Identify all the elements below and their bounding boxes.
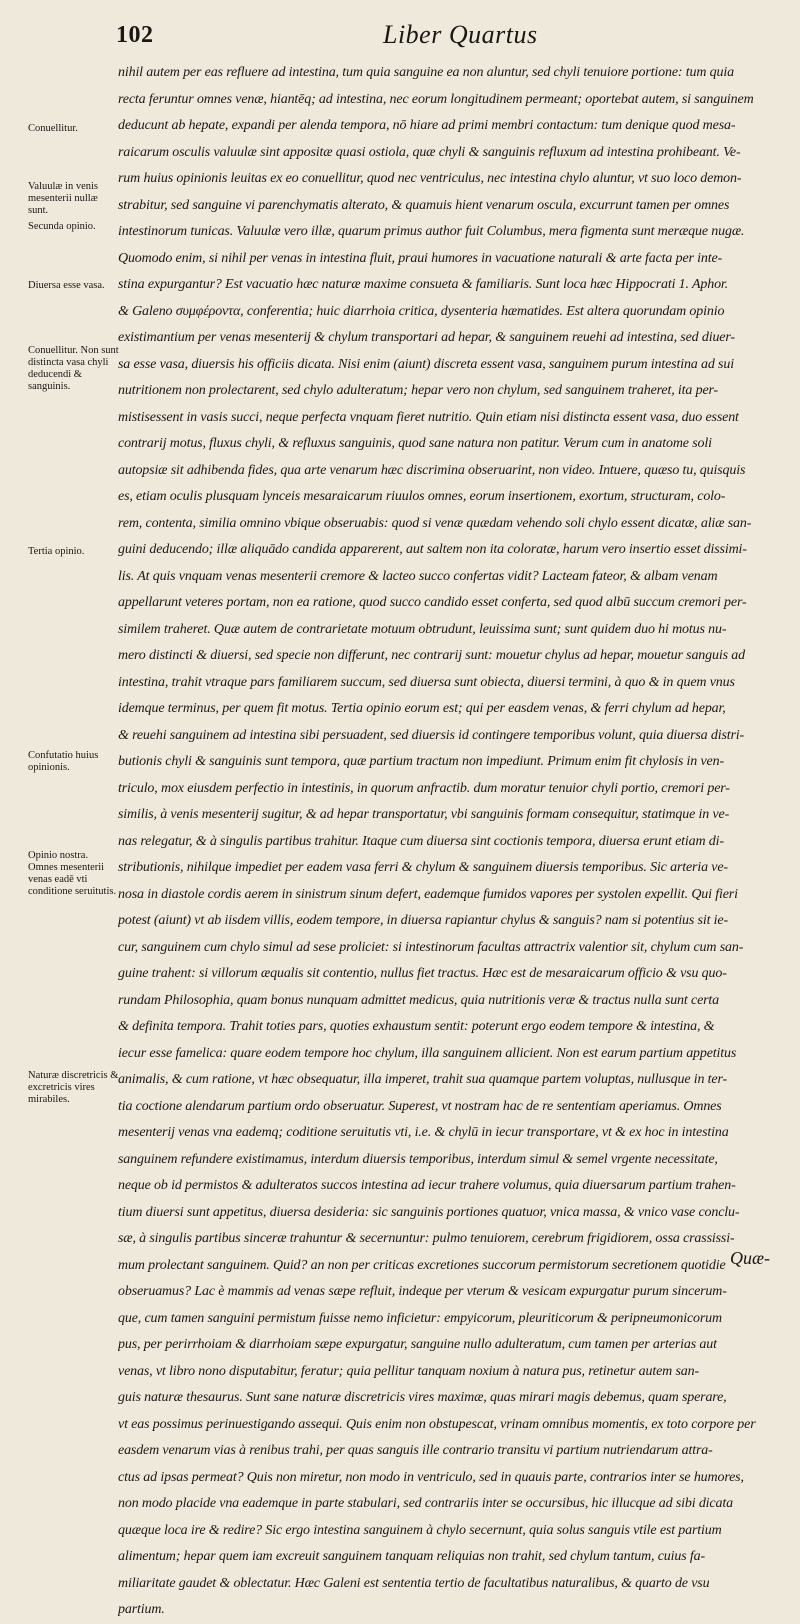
text-line: butionis chyli & sanguinis sunt tempora, quæ partium tractum non impediunt. Primum enim fit chylosis in ven-: [118, 754, 724, 769]
margin-note: Secunda opinio.: [28, 221, 96, 232]
text-line: animalis, & cum ratione, vt hæc obsequatur, illa imperet, trahit sua quamque partem voluptas, nullusque in ter-: [118, 1072, 728, 1087]
text-line: & reuehi sanguinem ad intestina sibi persuadent, sed diuersis id contingere temporibus volunt, quia diuersa distri-: [118, 727, 745, 743]
margin-note: Tertia opinio.: [28, 546, 85, 557]
text-line: neque ob id permistos & adulteratos succos intestina ad iecur trahere volumus, quia diuersarum partium trahen-: [118, 1178, 736, 1193]
text-line: sanguinem refundere existimamus, interdum diuersis temporibus, interdum simul & semel vrgente necessitate,: [118, 1151, 718, 1167]
text-line: nutritionem non prolectarent, sed chylo adulteratum; hepar vero non chylum, sed sanguinem traheret, ita per-: [118, 383, 719, 398]
text-line: raicarum osculis valuulæ sint appositæ quasi ostiola, quæ chyli & sanguinis refluxum ad intestina prohibeant. Ve-: [118, 144, 741, 160]
text-line: mesenterij venas vna eademq; coditione seruitutis vti, i.e. & chylū in iecur transportare, vt & ex hoc in intestina: [118, 1125, 729, 1140]
text-line: iecur esse famelica: quare eodem tempore hoc chylum, illa sanguinem allicient. Non est earum partium appetitus: [118, 1045, 737, 1061]
text-line: alimentum; hepar quem iam excreuit sanguinem tanquam reliquias non trahit, sed chylum tantum, cuius fa-: [118, 1549, 705, 1564]
text-line: intestinorum tunicas. Valuulæ vero illæ, quarum primus author fuit Columbus, mera figmenta sunt meræque nugæ.: [118, 224, 745, 239]
text-line: & definita tempora. Trahit toties pars, quoties exhaustum sentit: poterunt ergo eodem tempore & intestina, &: [118, 1019, 715, 1034]
text-line: obseruamus? Lac è mammis ad venas sæpe refluit, indeque per vterum & vesicam expurgatur purum sincerum-: [118, 1284, 727, 1299]
margin-note: Diuersa esse vasa.: [28, 280, 105, 291]
margin-note: Conuellitur. Non sunt distincta vasa chyli deducendi & sanguinis.: [28, 345, 119, 392]
text-line: pus, per perirrhoiam & diarrhoiam sæpe expurgatur, sanguine nullo adulteratum, cum tamen per arterias aut: [118, 1337, 717, 1352]
text-line: nas relegatur, & à singulis partibus trahitur. Itaque cum diuersa sint coctionis tempora, diuersa erunt etiam di-: [118, 833, 724, 849]
text-line: es, etiam oculis plusquam lynceis mesaraicarum riuulos omnes, eorum insertionem, exortum, structuram, colo-: [118, 489, 726, 504]
text-line: existimantium per venas mesenterij & chylum transportari ad hepar, & sanguinem reuehi ad intestina, sed diuer-: [118, 330, 735, 345]
text-line: Quomodo enim, si nihil per venas in intestina fluit, praui humores in vacuatione naturali & arte facta per inte-: [118, 250, 723, 266]
body-text: [118, 60, 788, 1624]
text-line: stributionis, nihilque impediet per eadem vasa ferri & chylum & sanguinem diuersis temporibus. Sic arteria ve-: [118, 860, 728, 875]
text-line: recta feruntur omnes venæ, hiantēq; ad intestina, nec eorum longitudinem permeant; oportebat autem, si sanguinem: [118, 91, 754, 107]
text-line: triculo, mox eiusdem perfectio in intestinis, in quorum anfractib. dum moratur tenuior chyli portio, cremori per-: [118, 780, 730, 796]
text-line: nihil autem per eas refluere ad intestina, tum quia sanguine ea non aluntur, sed chyli tenuiore portione: tum quia: [118, 65, 734, 80]
text-line: venas, vt libro nono disputabitur, feratur; quia pellitur tanquam noxium à natura pus, retinetur autem san-: [118, 1363, 700, 1379]
text-line: strabitur, sed sanguine vi parenchymatis alterato, & quamuis hient venarum oscula, excurrunt tamen per omnes: [118, 197, 730, 213]
text-line: potest (aiunt) vt ab iisdem villis, eodem tempore, in diuersa rapiantur chylus & sanguis? nam si potentius sit ie-: [118, 913, 728, 928]
text-line: quæque loca ire & redire? Sic ergo intestina sanguinem à chylo secernunt, quia solus sanguis vtile est partium: [118, 1522, 722, 1538]
text-line: vt eas possimus perinuestigando assequi. Quis enim non obstupescat, vrinam omnibus momentis, ex toto corpore per: [118, 1416, 756, 1432]
text-line: appellarunt veteres portam, non ea ratione, quod succo candido esset conferta, sed quod albū succum cremori per-: [118, 595, 747, 610]
text-line: non modo placide vna eademque in parte stabulari, sed contrariis inter se occursibus, hic illucque ad sibi dicata: [118, 1496, 733, 1511]
text-line: deducunt ab hepate, expandi per alenda tempora, nō hiare ad primi membri contactum: tum denique quod mesa-: [118, 118, 736, 133]
text-line: idemque terminus, per quem fit motus. Tertia opinio eorum est; qui per easdem venas, & ferri chylum ad hepar,: [118, 701, 726, 716]
text-line: easdem venarum vias à renibus trahi, per quas sanguis ille contrario transitu vi partium nutriendarum attra-: [118, 1443, 713, 1458]
text-line: rundam Philosophia, quam bonus nunquam admittet medicus, quia nutritionis veræ & tractus nulla sunt certa: [118, 992, 720, 1008]
text-line: autopsiæ sit adhibenda fides, qua arte venarum hæc discrimina obseruarint, non video. Intuere, quæso tu, quisquis: [118, 462, 746, 478]
text-line: stina expurgantur? Est vacuatio hæc naturæ maxime consueta & familiaris. Sunt loca hæc Hippocrati 1. Aphor.: [118, 277, 729, 292]
text-line: lis. At quis vnquam venas mesenterii cremore & lacteo succo confertas vidit? Lacteam fateor, & albam venam: [118, 568, 718, 584]
margin-note: Conuellitur.: [28, 123, 78, 134]
text-line: nosa in diastole cordis aerem in sinistrum sinum defert, eademque fumidos vapores per systolen expellit. Qui fieri: [118, 886, 738, 902]
text-line: intestina, trahit vtraque pars familiarem succum, sed diuersa sunt obiecta, diuersi termini, à quo & in quem vnus: [118, 674, 735, 690]
catchword: Quæ-: [730, 1248, 770, 1268]
text-line: & Galeno συμφέροντα, conferentia; huic diarrhoia critica, dysenteria hæmatides. Est altera quorundam opinio: [118, 303, 725, 319]
text-line: tia coctione alendarum partium ordo obseruatur. Superest, vt nostram hac de re sententiam aperiamus. Omnes: [118, 1098, 722, 1114]
text-line: guis naturæ thesaurus. Sunt sane naturæ discretricis vires maximæ, quas mirari magis debemus, quam sperare,: [118, 1390, 727, 1405]
margin-note: Confutatio huius opinionis.: [28, 750, 99, 773]
text-line: rum huius opinionis leuitas ex eo conuellitur, quod nec ventriculus, nec intestina chylo aluntur, vt suo loco demon-: [118, 171, 742, 186]
text-line: rem, contenta, similia omnino vbique obseruabis: quod si venæ quædam vehendo soli chylo essent dicatæ, aliæ san-: [118, 515, 752, 531]
text-line: ctus ad ipsas permeat? Quis non miretur, non modo in ventriculo, sed in quauis parte, contrarios inter se humores,: [118, 1469, 744, 1485]
text-line: partium.: [118, 1602, 165, 1617]
text-line: sæ, à singulis partibus sinceræ trahuntur & secernuntur: pulmo tenuiorem, cerebrum frigidiorem, ossa crassissi-: [118, 1231, 735, 1246]
text-line: similem traheret. Quæ autem de contrarietate motuum obtrudunt, leuissima sunt; sunt quidem duo hi motus nu-: [118, 621, 727, 637]
text-line: cur, sanguinem cum chylo simul ad sese proliciet: si intestinorum facultas attractrix valentior sit, chylum cum san-: [118, 939, 744, 955]
margin-note: Opinio nostra. Omnes mesenterii venas eadē vti conditione seruitutis.: [28, 850, 117, 897]
text-line: guini deducendo; illæ aliquādo candida apparerent, aut saltem non ita coloratæ, harum vero insertio esset dissimi-: [118, 542, 747, 557]
margin-note: Naturæ discretricis & excretricis vires mirabiles.: [28, 1070, 119, 1105]
text-line: sa esse vasa, diuersis his officiis dicata. Nisi enim (aiunt) discreta essent vasa, sanguinem purum intestina ad sui: [118, 356, 734, 372]
margin-note: Valuulæ in venis mesenterii nullæ sunt.: [28, 181, 98, 216]
text-line: similis, à venis mesenterij sugitur, & ad hepar transportatur, vbi sanguinis formam consequitur, statimque in ve-: [118, 807, 730, 822]
text-line: tium diuersi sunt appetitus, diuersa desideria: sic sanguinis portiones quatuor, vnica massa, & vnico vase conclu-: [118, 1204, 740, 1220]
text-line: que, cum tamen sanguini permistum fuisse nemo inficietur: empyicorum, pleuriticorum & peripneumonicorum: [118, 1310, 722, 1326]
text-line: miliaritate gaudet & oblectatur. Hæc Galeni est sententia tertio de facultatibus naturalibus, & quarto de vsu: [118, 1575, 710, 1591]
page-header: [116, 22, 780, 56]
running-title: Liber Quartus: [383, 20, 538, 49]
text-line: guine trahent: si villorum æqualis sit contentio, nullus fiet tractus. Hæc est de mesaraicarum officio & vsu quo-: [118, 966, 727, 981]
text-line: mum prolectant sanguinem. Quid? an non per criticas excretiones succorum permistorum secretionem quotidie: [118, 1257, 726, 1273]
text-line: mistisessent in vasis succi, neque perfecta vnquam fieret nutritio. Quin etiam nisi distincta essent vasa, duo essent: [118, 409, 739, 425]
text-line: mero distincti & diuersi, sed specie non differunt, nec contrarij sunt: mouetur chylus ad hepar, mouetur sanguis ad: [118, 648, 745, 663]
text-line: contrarij motus, fluxus chyli, & refluxus sanguinis, quod sane natura non patitur. Verum cum in anatome soli: [118, 436, 712, 451]
page-number: 102: [116, 22, 154, 48]
